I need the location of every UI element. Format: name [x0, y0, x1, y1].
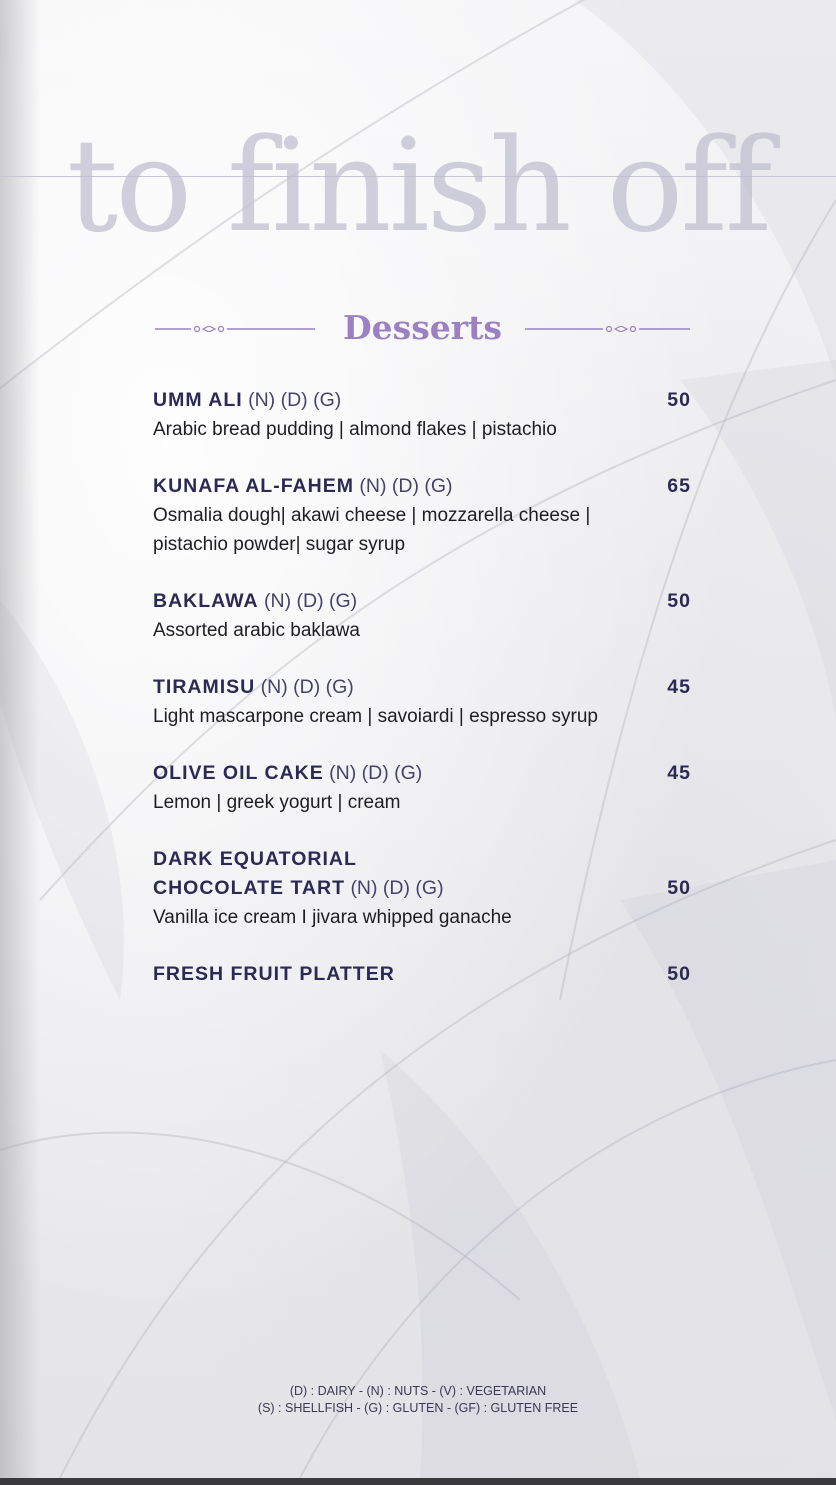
item-allergen-tags: (N) (D) (G): [260, 676, 354, 698]
menu-item-dark-equatorial-chocolate-tart: [153, 845, 691, 932]
item-description: Assorted arabic baklawa: [153, 620, 360, 641]
item-description: Vanilla ice cream I jivara whipped ganache: [153, 907, 512, 928]
item-name: UMM ALI: [153, 389, 243, 411]
menu-item-umm-ali: [153, 386, 691, 444]
item-price: 45: [667, 762, 691, 784]
section-title: Desserts: [343, 308, 502, 347]
item-description: pistachio powder| sugar syrup: [153, 534, 406, 555]
legend-line-1: (D) : DAIRY - (N) : NUTS - (V) : VEGETARIAN: [289, 1384, 547, 1398]
item-description: Arabic bread pudding | almond flakes | pistachio: [153, 419, 557, 440]
menu-item-fresh-fruit-platter: [153, 960, 691, 989]
item-description: Light mascarpone cream | savoiardi | espresso syrup: [153, 706, 598, 727]
menu-item-olive-oil-cake: [153, 759, 691, 817]
allergen-legend: [0, 1383, 836, 1417]
item-allergen-tags: (N) (D) (G): [329, 762, 423, 784]
legend-line-2: (S) : SHELLFISH - (G) : GLUTEN - (GF) : GLUTEN FREE: [257, 1401, 579, 1415]
menu-item-baklawa: [153, 587, 691, 645]
menu-item-tiramisu: [153, 673, 691, 731]
item-allergen-tags: (N) (D) (G): [359, 475, 453, 497]
item-price: 50: [667, 963, 691, 985]
item-price: 50: [667, 877, 691, 899]
item-price: 45: [667, 676, 691, 698]
menu-item-kunafa-al-fahem: [153, 472, 691, 559]
item-name-line-1: DARK EQUATORIAL: [153, 848, 357, 870]
item-allergen-tags: (N) (D) (G): [350, 877, 444, 899]
item-name: CHOCOLATE TART: [153, 877, 346, 899]
page-title: to finish off: [66, 112, 770, 261]
item-description: Osmalia dough| akawi cheese | mozzarella cheese |: [153, 505, 591, 526]
right-ornament-divider: [525, 326, 690, 332]
item-allergen-tags: (N) (D) (G): [248, 389, 342, 411]
item-price: 65: [667, 475, 691, 497]
item-price: 50: [667, 389, 691, 411]
item-price: 50: [667, 590, 691, 612]
dessert-list: [153, 386, 691, 989]
item-description: Lemon | greek yogurt | cream: [153, 792, 401, 813]
item-name: FRESH FRUIT PLATTER: [153, 963, 395, 985]
item-name: KUNAFA AL-FAHEM: [153, 475, 354, 497]
item-name: BAKLAWA: [153, 590, 259, 612]
item-name: OLIVE OIL CAKE: [153, 762, 324, 784]
section-header: [155, 306, 690, 350]
bottom-edge-bar: [0, 1478, 836, 1485]
item-name: TIRAMISU: [153, 676, 256, 698]
item-allergen-tags: (N) (D) (G): [264, 590, 358, 612]
